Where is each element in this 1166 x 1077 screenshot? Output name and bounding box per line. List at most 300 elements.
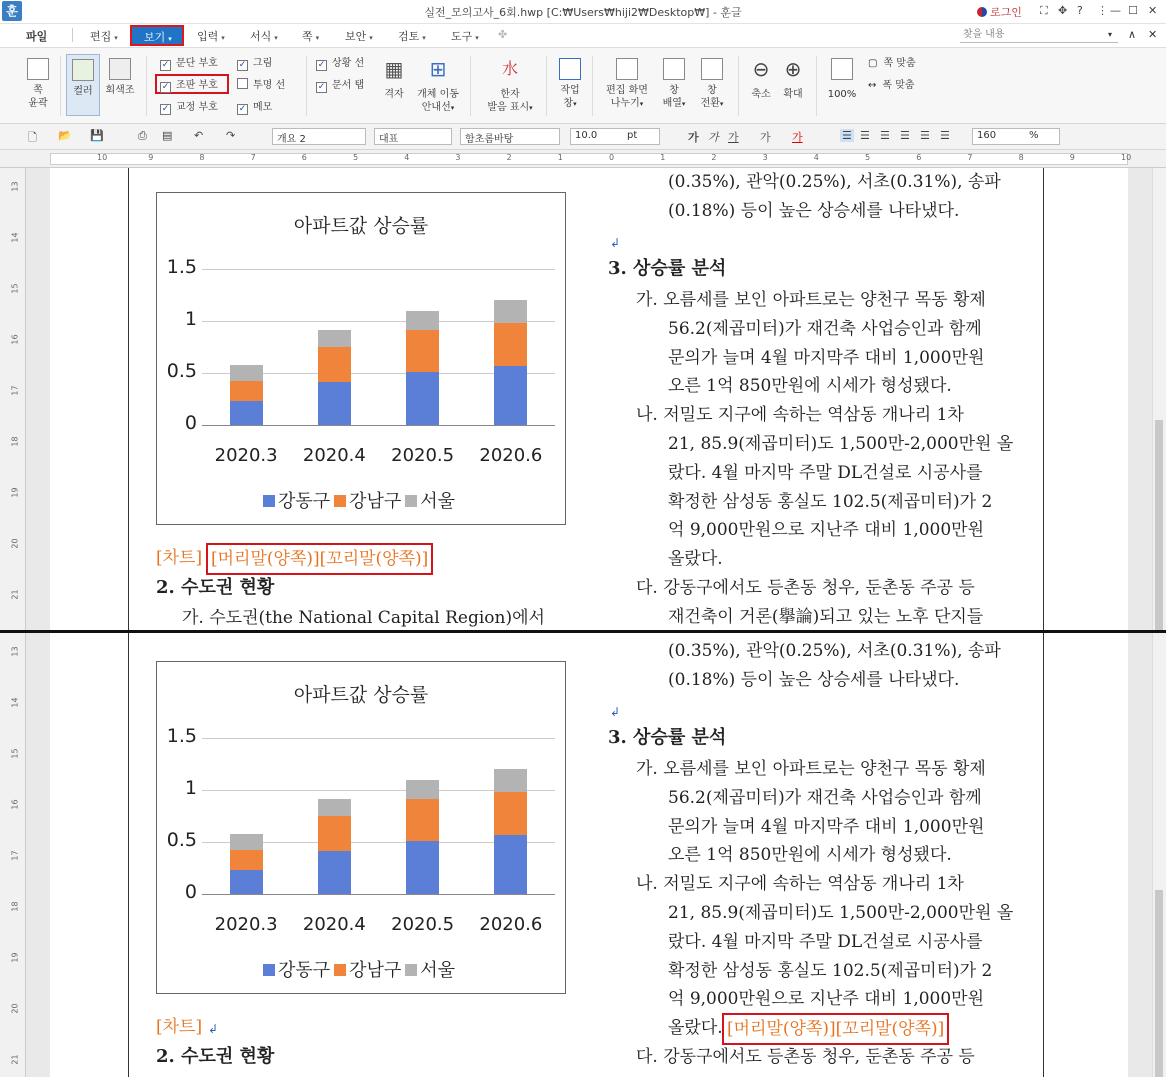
close-doc-icon[interactable]: ✕ — [1148, 28, 1158, 41]
chart-y-tick-label: 0 — [184, 881, 197, 903]
chart-marker-bottom: [차트] — [156, 1017, 203, 1037]
chevron-down-icon: ▾ — [573, 100, 577, 108]
chart-gridline — [202, 738, 555, 739]
check-status-lines[interactable] — [316, 56, 364, 72]
check-transparent-lines[interactable] — [237, 78, 285, 94]
menu-page[interactable] — [302, 28, 319, 44]
paragraph-line: (0.35%), 관악(0.25%), 서초(0.31%), 송파 — [668, 172, 1001, 192]
page-outline-icon — [27, 58, 49, 80]
hanja-label1: 한자 — [500, 89, 520, 100]
paragraph-line: 가. 오름세를 보인 아파트로는 양천구 목동 황제 — [636, 759, 986, 779]
chart-x-tick-label: 2020.4 — [302, 445, 366, 466]
grayscale-label: 회색조 — [105, 85, 135, 96]
horizontal-ruler[interactable] — [0, 150, 1166, 168]
paragraph-line: 확정한 삼성동 홍실도 102.5(제곱미터)가 2 — [668, 491, 993, 512]
chart-bar-서울-2020.6[interactable] — [494, 769, 527, 792]
chart-title: 아파트값 상승률 — [293, 215, 429, 237]
font-value: 함초롬바탕 — [465, 134, 514, 145]
align-right-icon[interactable]: ☰ — [900, 129, 910, 142]
window-title: 실전_모의고사_6회.hwp [C:₩Users₩hiji2₩Desktop₩] - 훈글 — [424, 6, 742, 19]
chart-y-tick-label: 1.5 — [166, 725, 197, 747]
vertical-ruler-label: 15 — [10, 283, 20, 294]
fit-page-icon: ▢ — [868, 58, 878, 69]
paragraph-line: 억 9,000만원으로 지난주 대비 1,000만원 — [668, 989, 985, 1010]
ruler-track — [50, 153, 1128, 165]
window-arrange-label2: 배열 — [662, 98, 682, 109]
chart-x-tick-label: 2020.3 — [214, 914, 278, 935]
ruler-tick-label: 6 — [301, 153, 307, 162]
menu-review[interactable] — [398, 28, 426, 44]
ruler-tick-label: 4 — [813, 153, 819, 162]
check-label: 그림 — [253, 58, 273, 69]
check-control-codes[interactable] — [160, 78, 218, 94]
check-revision-marks[interactable] — [160, 100, 218, 116]
chart-bar-강동구-2020.4[interactable] — [318, 851, 351, 894]
checkbox-checked-icon: ✓ — [317, 60, 326, 70]
fit-page-button[interactable] — [868, 56, 916, 72]
style-select[interactable] — [272, 128, 366, 145]
chart-bar-서울-2020.4[interactable] — [318, 330, 351, 347]
window-arrange-button[interactable] — [658, 54, 690, 116]
header-footer-marker-top[interactable] — [206, 543, 433, 575]
window-switch-label2: 전환 — [700, 98, 720, 109]
paragraph-line: 21, 85.9(제곱미터)도 1,500만-2,000만원 올 — [668, 434, 1014, 454]
scrollbar-thumb-top[interactable] — [1155, 420, 1163, 630]
zoom-in-button[interactable] — [778, 54, 808, 116]
login-button[interactable] — [977, 4, 1022, 20]
menu-separator — [72, 28, 73, 42]
grid-button[interactable] — [378, 54, 410, 116]
chart-bar-강동구-2020.3[interactable] — [230, 870, 263, 894]
vertical-ruler-label: 19 — [10, 487, 20, 498]
section-3-heading: 3. 상승률 분석 — [608, 727, 727, 748]
checkbox-checked-icon: ✓ — [238, 60, 247, 70]
ruler-tick-label: 1 — [660, 153, 666, 162]
vertical-ruler-label: 21 — [10, 1054, 20, 1065]
vertical-ruler-label: 20 — [10, 1003, 20, 1014]
minimize-button[interactable]: — — [1110, 4, 1121, 17]
ribbon-separator — [546, 56, 547, 116]
scrollbar-thumb-bottom[interactable] — [1155, 890, 1163, 1077]
chart-x-tick-label: 2020.6 — [479, 445, 543, 466]
menu-insert-label: 입력 — [197, 30, 219, 43]
split-view-button[interactable] — [600, 54, 654, 116]
color-icon — [72, 59, 94, 81]
paragraph-line: 나. 저밀도 지구에 속하는 역삼동 개나리 1차 — [636, 874, 964, 895]
chart-x-tick-label: 2020.5 — [391, 914, 455, 935]
grayscale-icon — [109, 58, 131, 80]
zoom-in-label: 확대 — [783, 89, 803, 100]
zoom-out-label: 축소 — [751, 89, 771, 100]
title-bar — [0, 0, 1166, 24]
chart-bar-강동구-2020.5[interactable] — [406, 372, 439, 425]
vertical-ruler-label: 14 — [10, 697, 20, 708]
chevron-down-icon: ▾ — [422, 34, 426, 42]
app-logo: 훈 — [2, 1, 22, 21]
options-icon[interactable]: ⋮ — [1097, 4, 1108, 17]
chart-legend — [157, 956, 565, 982]
chevron-down-icon: ▾ — [639, 100, 644, 108]
fit-width-icon: ↔ — [868, 80, 877, 91]
align-divide-icon[interactable]: ☰ — [940, 129, 950, 142]
legend-label: 강동구 — [277, 960, 331, 981]
header-footer-marker-bottom[interactable] — [722, 1013, 949, 1045]
chart-bar-강동구-2020.3[interactable] — [230, 401, 263, 425]
chart-bar-강남구-2020.4[interactable] — [318, 816, 351, 851]
legend-swatch — [263, 495, 275, 507]
checkbox-checked-icon: ✓ — [161, 82, 170, 92]
paragraph-line: 다. 강동구에서도 등촌동 청우, 둔촌동 주공 등 — [636, 578, 975, 598]
window-switch-label1: 창 — [707, 85, 717, 96]
paragraph-line: 랐다. 4월 마지막 주말 DL건설로 시공사를 — [668, 462, 983, 483]
ribbon-separator — [60, 56, 61, 116]
task-pane-button[interactable] — [554, 54, 586, 116]
open-folder-icon[interactable]: 📂 — [58, 129, 72, 142]
grid-icon: ▦ — [384, 57, 404, 81]
maximize-button[interactable]: ☐ — [1128, 4, 1138, 17]
split-view-label2: 나누기 — [610, 98, 640, 109]
chart-title: 아파트값 상승률 — [293, 684, 429, 706]
chart-marker-top: [차트] — [156, 548, 203, 568]
fit-page-label: 쪽 맞춤 — [883, 58, 916, 69]
menu-insert[interactable] — [197, 28, 225, 44]
legend-item — [405, 960, 459, 981]
ruler-tick-label: 3 — [455, 153, 461, 162]
object-guide-label1: 개체 이동 — [417, 89, 459, 100]
hanja-label2-row — [480, 101, 540, 115]
object-guide-label2-row — [414, 101, 462, 115]
header-footer-marker-text: [머리말(양쪽)][꼬리말(양쪽)] — [727, 1019, 945, 1039]
vertical-ruler-label: 21 — [10, 589, 20, 600]
checkbox-checked-icon: ✓ — [161, 60, 170, 70]
chart-y-tick-label: 0.5 — [166, 829, 197, 851]
layout-icon[interactable]: ✥ — [1058, 4, 1068, 17]
chevron-down-icon: ▾ — [114, 34, 118, 42]
font-color-button[interactable]: 가 — [792, 131, 803, 144]
help-button[interactable]: ? — [1077, 4, 1083, 17]
chevron-down-icon: ▾ — [681, 100, 686, 108]
section-3-heading: 3. 상승률 분석 — [608, 258, 727, 279]
vertical-ruler-top[interactable] — [0, 168, 26, 630]
page-outline-label1: 쪽 — [33, 85, 43, 96]
window-switch-label2-row — [696, 97, 728, 111]
chevron-down-icon: ▾ — [221, 34, 225, 42]
chart-y-tick-label: 1.5 — [166, 256, 197, 278]
menu-format[interactable] — [250, 28, 278, 44]
check-paragraph-marks[interactable] — [160, 56, 218, 72]
vertical-ruler-label: 13 — [10, 181, 20, 192]
task-pane-label2: 창 — [563, 98, 574, 109]
ruler-tick-label: 8 — [1018, 153, 1024, 162]
chart-bar-서울-2020.3[interactable] — [230, 834, 263, 851]
grayscale-button[interactable] — [102, 54, 138, 116]
hanja-pronunciation-button[interactable] — [480, 54, 540, 116]
paragraph-line: 확정한 삼성동 홍실도 102.5(제곱미터)가 2 — [668, 960, 993, 981]
paragraph-line: (0.35%), 관악(0.25%), 서초(0.31%), 송파 — [668, 641, 1001, 661]
font-category-select[interactable] — [374, 128, 452, 145]
chevron-down-icon: ▾ — [450, 104, 455, 112]
chart-legend — [157, 487, 565, 513]
color-button[interactable] — [66, 54, 100, 116]
underline-button[interactable]: 가 — [728, 131, 739, 144]
legend-swatch — [334, 495, 346, 507]
checkbox-checked-icon: ✓ — [317, 82, 326, 92]
ruler-tick-label: 4 — [404, 153, 410, 162]
chart-bar-강동구-2020.6[interactable] — [494, 366, 527, 425]
collapse-ribbon-icon[interactable]: ∧ — [1128, 28, 1137, 41]
paragraph-line: 억 9,000만원으로 지난주 대비 1,000만원 — [668, 520, 985, 541]
search-dropdown-icon[interactable]: ▾ — [1108, 30, 1113, 39]
login-label: 로그인 — [990, 6, 1022, 19]
zoom-value: 160 — [977, 130, 997, 141]
paragraph-line: 재건축이 거론(擧論)되고 있는 노후 단지들 — [668, 606, 984, 627]
vertical-ruler-label: 16 — [10, 334, 20, 345]
chart-x-tick-label: 2020.6 — [479, 914, 543, 935]
extension-icon[interactable]: ✤ — [498, 28, 508, 41]
paragraph-mark-icon: ↲ — [208, 1022, 219, 1036]
zoom-out-button[interactable] — [746, 54, 776, 116]
check-doc-tabs[interactable] — [316, 78, 364, 94]
chart-bottom[interactable] — [156, 661, 566, 994]
ribbon-separator — [306, 56, 307, 116]
menu-tools[interactable] — [451, 28, 479, 44]
paragraph-line: 오른 1억 850만원에 시세가 형성됐다. — [668, 845, 952, 866]
align-justify-icon[interactable]: ☰ — [842, 129, 852, 142]
ribbon-separator — [470, 56, 471, 116]
object-guide-label2: 안내선 — [421, 102, 451, 113]
zoom-unit: % — [1029, 130, 1039, 141]
window-switch-button[interactable] — [696, 54, 728, 116]
chart-bar-강남구-2020.3[interactable] — [230, 381, 263, 401]
chart-x-tick-label: 2020.3 — [214, 445, 278, 466]
section-2-heading: 2. 수도권 현황 — [156, 1046, 275, 1067]
vertical-ruler-label: 16 — [10, 799, 20, 810]
guide-lines-icon: ⊞ — [429, 57, 447, 81]
chart-x-axis — [202, 425, 555, 426]
paragraph-line: 문의가 늘며 4월 마지막주 대비 1,000만원 — [668, 347, 985, 368]
paragraph-line: 21, 85.9(제곱미터)도 1,500만-2,000만원 올 — [668, 903, 1014, 923]
chevron-down-icon: ▾ — [315, 34, 320, 42]
chart-bar-강남구-2020.3[interactable] — [230, 850, 263, 870]
chevron-down-icon: ▾ — [719, 100, 724, 108]
ribbon-separator — [816, 56, 817, 116]
italic-button[interactable]: 가 — [708, 131, 719, 144]
menu-edit[interactable] — [90, 28, 118, 44]
menu-bar — [0, 24, 1166, 48]
task-pane-label1: 작업 — [560, 85, 580, 96]
vertical-ruler-label: 19 — [10, 952, 20, 963]
check-pictures[interactable] — [237, 56, 272, 72]
checkbox-checked-icon: ✓ — [238, 104, 247, 114]
hanja-icon: 水 — [501, 59, 518, 78]
zoom-input[interactable] — [972, 128, 1060, 145]
chevron-down-icon: ▾ — [529, 104, 533, 112]
chart-x-axis — [202, 894, 555, 895]
fullscreen-icon[interactable]: ⛶ — [1040, 4, 1048, 17]
ribbon-separator — [738, 56, 739, 116]
vertical-ruler-label: 15 — [10, 748, 20, 759]
chart-bar-서울-2020.3[interactable] — [230, 365, 263, 382]
ruler-tick-label: 6 — [916, 153, 922, 162]
font-size-unit: pt — [627, 130, 638, 141]
chevron-down-icon: ▾ — [274, 34, 278, 42]
ruler-tick-label: 1 — [557, 153, 563, 162]
paragraph-line: (0.18%) 등이 높은 상승세를 나타냈다. — [668, 201, 960, 221]
chart-bar-강동구-2020.6[interactable] — [494, 835, 527, 894]
checkbox-checked-icon: ✓ — [161, 104, 170, 114]
vertical-ruler-label: 20 — [10, 538, 20, 549]
section-2-item-a: 가. 수도권(the National Capital Region)에서 — [182, 608, 545, 628]
chart-gridline — [202, 269, 555, 270]
legend-label: 서울 — [420, 960, 456, 981]
chevron-down-icon: ▾ — [369, 34, 373, 42]
chart-bar-강남구-2020.4[interactable] — [318, 347, 351, 382]
split-view-icon — [616, 58, 638, 80]
vertical-ruler-label: 17 — [10, 385, 20, 396]
ruler-tick-label: 3 — [762, 153, 768, 162]
chart-bar-강동구-2020.4[interactable] — [318, 382, 351, 425]
paragraph-line: 가. 오름세를 보인 아파트로는 양천구 목동 황제 — [636, 290, 986, 310]
chart-bar-강남구-2020.5[interactable] — [406, 799, 439, 841]
chart-y-tick-label: 0.5 — [166, 360, 197, 382]
vertical-ruler-label: 13 — [10, 646, 20, 657]
margin-line-right — [1043, 633, 1044, 1077]
ruler-tick-label: 7 — [967, 153, 973, 162]
search-input[interactable] — [960, 27, 1118, 43]
ruler-tick-label: 5 — [865, 153, 871, 162]
chart-bar-서울-2020.4[interactable] — [318, 799, 351, 816]
hancom-logo-icon — [977, 7, 987, 17]
font-size-input[interactable] — [570, 128, 660, 145]
legend-swatch — [334, 964, 346, 976]
chart-y-tick-label: 1 — [184, 777, 197, 799]
ruler-tick-label: 10 — [1121, 153, 1132, 162]
chart-x-tick-label: 2020.4 — [302, 914, 366, 935]
ruler-tick-label: 2 — [711, 153, 717, 162]
font-select[interactable] — [460, 128, 560, 145]
print-preview-icon[interactable]: ▤ — [162, 129, 173, 142]
paragraph-mark-icon: ↲ — [610, 705, 621, 719]
check-label: 상황 선 — [332, 58, 365, 69]
ruler-tick-label: 5 — [353, 153, 359, 162]
check-label: 교정 부호 — [176, 102, 218, 113]
window-arrange-icon — [663, 58, 685, 80]
menu-security[interactable] — [345, 28, 373, 44]
ribbon-separator — [146, 56, 147, 116]
strikethrough-button[interactable]: 가 — [760, 131, 771, 144]
chevron-down-icon: ▾ — [168, 35, 172, 43]
task-pane-label2-row — [554, 97, 586, 111]
ruler-tick-label: 9 — [1069, 153, 1075, 162]
check-label: 문서 탭 — [332, 80, 365, 91]
chart-top[interactable] — [156, 192, 566, 525]
menu-format-label: 서식 — [250, 30, 272, 43]
vertical-ruler-label: 18 — [10, 436, 20, 447]
paragraph-line: 랐다. 4월 마지막 주말 DL건설로 시공사를 — [668, 931, 983, 952]
ruler-tick-label: 0 — [609, 153, 615, 162]
chart-bar-서울-2020.5[interactable] — [406, 780, 439, 800]
font-category-value: 대표 — [379, 134, 399, 145]
zoom-in-icon: ⊕ — [784, 57, 802, 81]
legend-item — [263, 960, 334, 981]
fit-width-label: 폭 맞춤 — [882, 80, 915, 91]
print-icon[interactable]: ⎙ — [138, 129, 147, 142]
style-value: 개요 2 — [277, 134, 306, 145]
paragraph-line: 올랐다. — [668, 549, 723, 570]
chart-bar-서울-2020.6[interactable] — [494, 300, 527, 323]
margin-line-left — [128, 168, 129, 630]
vertical-ruler-bottom[interactable] — [0, 633, 26, 1077]
chart-bar-강남구-2020.5[interactable] — [406, 330, 439, 372]
ruler-tick-label: 9 — [148, 153, 154, 162]
paragraph-line: 올랐다. — [668, 1018, 723, 1038]
split-view-label2-row — [600, 97, 654, 111]
ruler-tick-label: 8 — [199, 153, 205, 162]
zoom-100-button[interactable] — [824, 54, 860, 116]
header-footer-marker-text: [머리말(양쪽)][꼬리말(양쪽)] — [211, 549, 429, 569]
chart-bar-강남구-2020.6[interactable] — [494, 792, 527, 835]
chart-y-tick-label: 1 — [184, 308, 197, 330]
zoom-out-icon: ⊖ — [752, 57, 770, 81]
legend-item — [263, 491, 334, 512]
align-distribute-icon[interactable]: ☰ — [920, 129, 930, 142]
menu-view-label: 보기 — [144, 31, 166, 44]
chart-x-tick-label: 2020.5 — [391, 445, 455, 466]
check-label: 조판 부호 — [176, 80, 218, 91]
object-guide-button[interactable] — [414, 54, 462, 116]
task-pane-icon — [559, 58, 581, 80]
menu-view[interactable] — [130, 25, 184, 46]
check-label: 문단 부호 — [176, 58, 218, 69]
align-left-icon[interactable]: ☰ — [860, 129, 870, 142]
chart-bar-서울-2020.5[interactable] — [406, 311, 439, 331]
redo-icon[interactable]: ↷ — [226, 129, 236, 142]
legend-label: 강동구 — [277, 491, 331, 512]
legend-label: 강남구 — [349, 960, 402, 981]
legend-swatch — [405, 495, 417, 507]
new-doc-icon[interactable]: 🗋 — [28, 131, 37, 144]
menu-file[interactable]: 파일 — [26, 30, 48, 43]
page-outline-button[interactable] — [22, 54, 54, 116]
menu-review-label: 검토 — [398, 30, 420, 43]
legend-swatch — [405, 964, 417, 976]
fit-width-button[interactable] — [868, 78, 915, 94]
paragraph-line: 나. 저밀도 지구에 속하는 역삼동 개나리 1차 — [636, 405, 964, 426]
font-size-value: 10.0 — [575, 130, 598, 141]
chart-bar-강동구-2020.5[interactable] — [406, 841, 439, 894]
chart-bar-강남구-2020.6[interactable] — [494, 323, 527, 366]
check-memo[interactable] — [237, 100, 272, 116]
page-outline-label2: 윤곽 — [28, 98, 48, 109]
legend-item — [334, 491, 405, 512]
undo-icon[interactable]: ↶ — [194, 129, 204, 142]
section-2-heading: 2. 수도권 현황 — [156, 577, 275, 598]
align-center-icon[interactable]: ☰ — [880, 129, 890, 142]
window-arrange-label2-row — [658, 97, 690, 111]
checkbox-unchecked-icon — [237, 78, 248, 89]
margin-line-right — [1043, 168, 1044, 630]
ruler-tick-label: 7 — [250, 153, 256, 162]
menu-edit-label: 편집 — [90, 30, 112, 43]
bold-button[interactable]: 가 — [688, 131, 699, 144]
close-button[interactable]: ✕ — [1148, 4, 1158, 17]
legend-swatch — [263, 964, 275, 976]
save-icon[interactable]: 💾 — [90, 129, 104, 142]
ruler-tick-label: 10 — [97, 153, 108, 162]
margin-line-left — [128, 633, 129, 1077]
paragraph-line: 문의가 늘며 4월 마지막주 대비 1,000만원 — [668, 816, 985, 837]
check-label: 투명 선 — [253, 80, 286, 91]
